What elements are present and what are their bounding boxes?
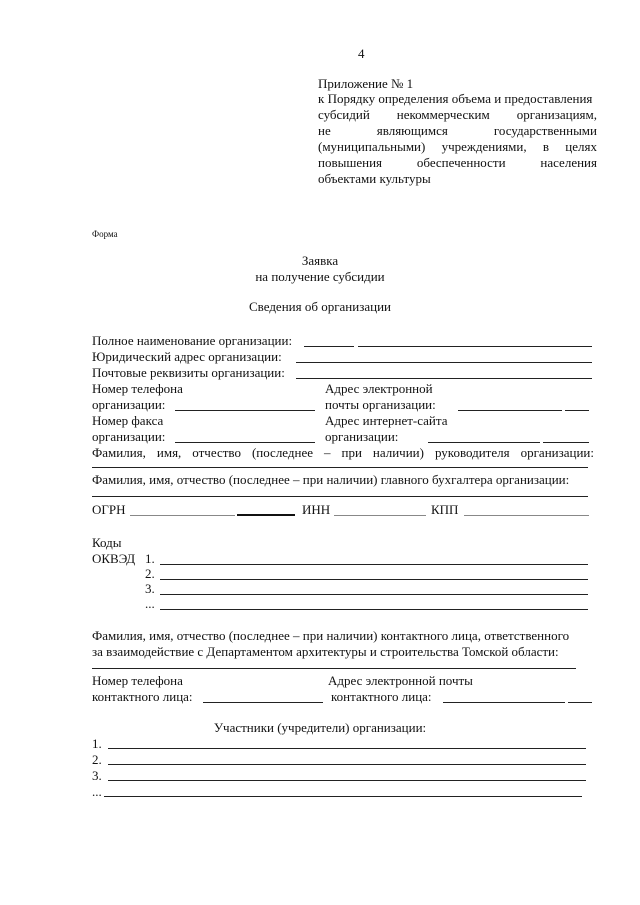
site-label-1: Адрес интернет-сайта	[325, 413, 448, 428]
appendix-word: некоммерческим	[396, 107, 490, 122]
participant-num: ...	[92, 784, 102, 799]
postal-label: Почтовые реквизиты организации:	[92, 365, 285, 380]
participant-num: 2.	[92, 752, 102, 767]
appendix-word: в	[542, 139, 550, 154]
head-word: организации:	[520, 445, 594, 460]
okved-label-2: ОКВЭД	[92, 551, 136, 566]
participant-line-2[interactable]	[108, 764, 586, 765]
contact-email-label-2: контактного лица:	[331, 689, 432, 704]
head-word: (последнее	[251, 445, 314, 460]
contact-label-2: за взаимодействие с Департаментом архитектуры и строительства Томской области:	[92, 644, 559, 659]
appendix-word: не	[318, 123, 331, 138]
contact-email-label-1: Адрес электронной почты	[328, 673, 473, 688]
appendix-word: субсидий	[318, 107, 370, 122]
contact-phone-label-2: контактного лица:	[92, 689, 193, 704]
head-word: при	[341, 445, 362, 460]
participants-title: Участники (учредители) организации:	[213, 720, 427, 735]
okved-line-2[interactable]	[160, 579, 588, 580]
head-word: руководителя	[434, 445, 510, 460]
fax-label-1: Номер факса	[92, 413, 164, 428]
appendix-line-1	[318, 91, 597, 106]
ogrn-label: ОГРН	[92, 502, 126, 517]
appendix-word: повышения	[318, 155, 383, 170]
org-email-line-b[interactable]	[565, 410, 589, 411]
form-label: Форма	[92, 229, 118, 239]
org-phone-line[interactable]	[175, 410, 315, 411]
appendix-word: государственными	[493, 123, 597, 138]
appendix-line-2	[318, 107, 597, 122]
contact-email-line-a[interactable]	[443, 702, 565, 703]
ogrn-line-b[interactable]	[237, 514, 295, 516]
appendix-title: Приложение № 1	[318, 76, 414, 91]
appendix-line-3	[318, 123, 597, 138]
appendix-word: населения	[540, 155, 597, 170]
inn-line[interactable]	[334, 515, 426, 516]
accountant-line[interactable]	[92, 496, 588, 497]
participant-num: 1.	[92, 736, 102, 751]
appendix-word: (муниципальными)	[318, 139, 426, 154]
head-word: –	[324, 445, 331, 460]
okved-label-1: Коды	[92, 535, 122, 550]
head-word: наличии)	[372, 445, 424, 460]
head-word: Фамилия,	[92, 445, 146, 460]
fax-label-2: организации:	[92, 429, 166, 444]
site-label-2: организации:	[325, 429, 399, 444]
full-name-label: Полное наименование организации:	[92, 333, 293, 348]
kpp-label: КПП	[431, 502, 459, 517]
okved-line-4[interactable]	[160, 609, 588, 610]
section-title: Сведения об организации	[248, 299, 392, 314]
head-word: отчество	[192, 445, 241, 460]
contact-line[interactable]	[92, 668, 576, 669]
full-name-line-b[interactable]	[358, 346, 592, 347]
site-line-a[interactable]	[428, 442, 540, 443]
page-number: 4	[358, 46, 365, 61]
appendix-word: являющимся	[376, 123, 448, 138]
legal-address-line[interactable]	[296, 362, 592, 363]
head-word: имя,	[156, 445, 182, 460]
appendix-word: обеспеченности	[416, 155, 506, 170]
head-label	[92, 445, 594, 460]
head-line[interactable]	[92, 467, 588, 468]
org-phone-label-1: Номер телефона	[92, 381, 183, 396]
participant-line-1[interactable]	[108, 748, 586, 749]
kpp-line[interactable]	[464, 515, 589, 516]
fax-line[interactable]	[175, 442, 315, 443]
accountant-label: Фамилия, имя, отчество (последнее – при наличии) главного бухгалтера организации:	[92, 472, 570, 487]
contact-phone-line[interactable]	[203, 702, 323, 703]
appendix-word: организациям,	[516, 107, 597, 122]
org-email-line-a[interactable]	[458, 410, 562, 411]
full-name-line-a[interactable]	[304, 346, 354, 347]
contact-email-line-b[interactable]	[568, 702, 592, 703]
okved-item-num: ...	[145, 596, 155, 611]
participant-num: 3.	[92, 768, 102, 783]
okved-item-num: 2.	[145, 566, 155, 581]
okved-item-num: 1.	[145, 551, 155, 566]
ogrn-line-a[interactable]	[130, 515, 235, 516]
okved-line-1[interactable]	[160, 564, 588, 565]
participant-line-3[interactable]	[108, 780, 586, 781]
okved-line-3[interactable]	[160, 594, 588, 595]
appendix-word: учреждениями,	[441, 139, 527, 154]
appendix-word: к Порядку определения объема и предоставления	[318, 91, 593, 106]
org-email-label-1: Адрес электронной	[325, 381, 433, 396]
request-title: Заявка	[301, 253, 339, 268]
contact-phone-label-1: Номер телефона	[92, 673, 183, 688]
participant-line-4[interactable]	[104, 796, 582, 797]
appendix-word: целях	[565, 139, 597, 154]
legal-address-label: Юридический адрес организации:	[92, 349, 282, 364]
appendix-line-4	[318, 139, 597, 154]
contact-label-1: Фамилия, имя, отчество (последнее – при наличии) контактного лица, ответственного	[92, 628, 570, 643]
appendix-line-5	[318, 155, 597, 170]
appendix-line-6: объектами культуры	[318, 171, 431, 186]
request-subtitle: на получение субсидии	[255, 269, 385, 284]
postal-line[interactable]	[296, 378, 592, 379]
org-phone-label-2: организации:	[92, 397, 166, 412]
org-email-label-2: почты организации:	[325, 397, 436, 412]
inn-label: ИНН	[302, 502, 331, 517]
site-line-b[interactable]	[543, 442, 589, 443]
okved-item-num: 3.	[145, 581, 155, 596]
